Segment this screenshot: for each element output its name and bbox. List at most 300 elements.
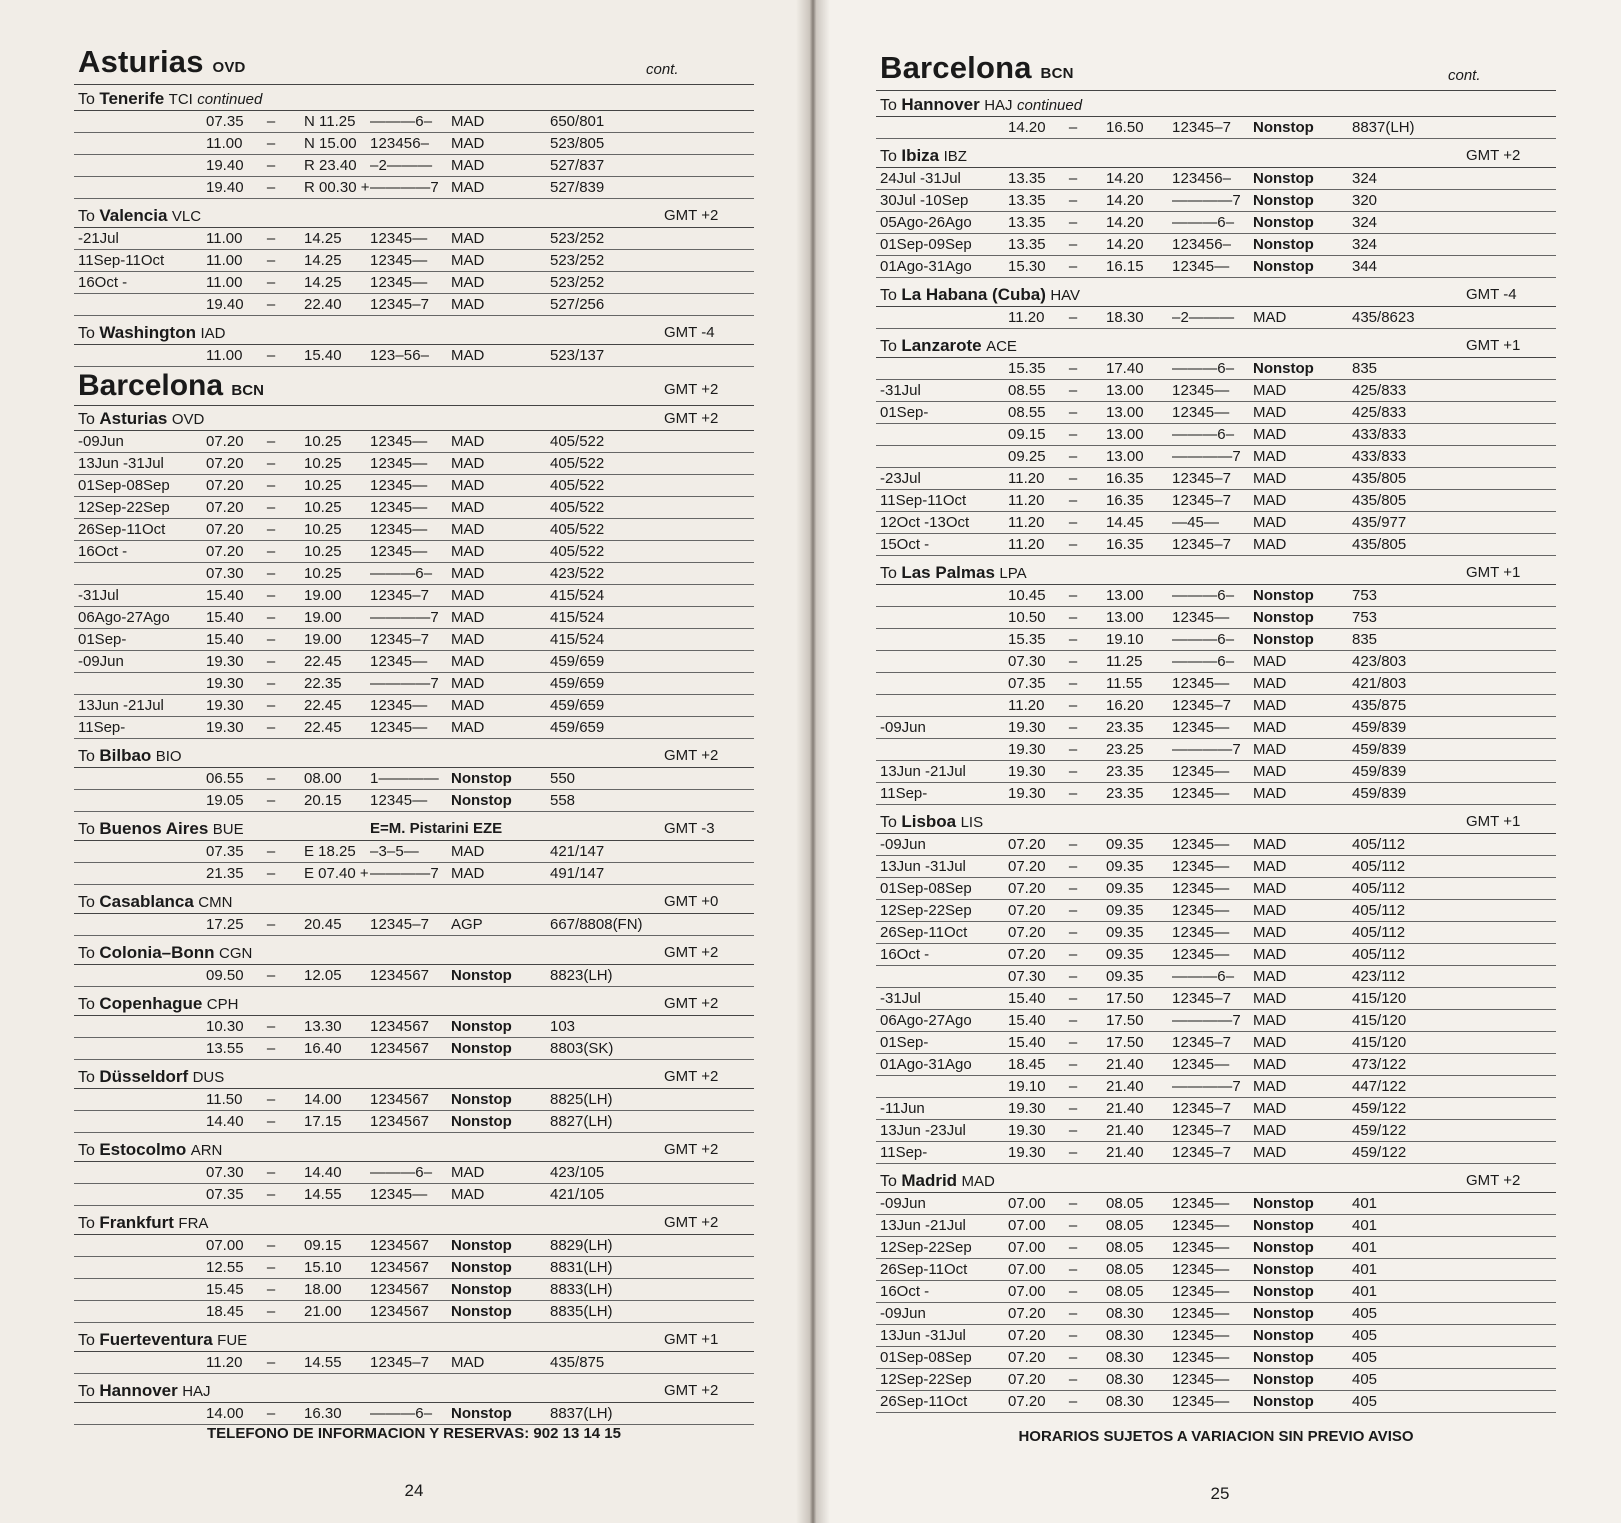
arrival-time: 10.25 <box>304 565 342 582</box>
route-via: Nonstop <box>1253 119 1314 136</box>
departure-time: 11.00 <box>206 135 243 152</box>
arrival-time: 13.30 <box>304 1018 342 1035</box>
flight-number: 415/524 <box>550 587 605 604</box>
flight-number: 415/524 <box>550 609 605 626</box>
validity-period: 11Sep- <box>78 719 126 736</box>
departure-time: 07.20 <box>206 455 244 472</box>
operating-days: 12345— <box>1172 880 1230 897</box>
flight-number: 405/522 <box>550 521 605 538</box>
operating-days: ————7 <box>370 675 439 692</box>
arrival-time: 14.25 <box>304 230 342 247</box>
table-row <box>876 1325 1556 1347</box>
flight-number: 421/803 <box>1352 675 1407 692</box>
table-row <box>876 1215 1556 1237</box>
validity-period: 12Oct -13Oct <box>880 514 970 531</box>
destination-label: To Ibiza IBZ <box>880 146 967 165</box>
destination-code: CPH <box>206 996 239 1013</box>
arrival-time: 08.05 <box>1106 1195 1144 1212</box>
table-row <box>876 534 1556 556</box>
destination-code: HAV <box>1050 287 1081 304</box>
time-separator: – <box>1068 902 1078 919</box>
table-row <box>74 563 754 585</box>
time-separator: – <box>1068 448 1078 465</box>
route-via: Nonstop <box>1253 170 1314 187</box>
operating-days: 12345— <box>1172 1217 1230 1234</box>
arrival-time: 19.00 <box>304 631 342 648</box>
validity-period: -23Jul <box>880 470 921 487</box>
destination-heading <box>74 1137 754 1162</box>
operating-days: 12345— <box>1172 1239 1230 1256</box>
departure-time: 10.45 <box>1008 587 1046 604</box>
right-timetable <box>876 50 1556 1417</box>
route-via: Nonstop <box>1253 1261 1314 1278</box>
flight-number: 527/256 <box>550 296 605 313</box>
table-row <box>876 695 1556 717</box>
time-separator: – <box>266 770 276 787</box>
destination-name: Düsseldorf <box>99 1067 189 1086</box>
table-row <box>876 446 1556 468</box>
flight-number: 433/833 <box>1352 448 1407 465</box>
arrival-time: 23.35 <box>1106 763 1144 780</box>
table-row <box>876 424 1556 446</box>
route-via: MAD <box>1253 426 1287 443</box>
flight-number: 8829(LH) <box>550 1237 613 1254</box>
time-separator: – <box>266 455 276 472</box>
flight-number: 405 <box>1352 1393 1378 1410</box>
flight-number: 459/659 <box>550 675 605 692</box>
route-via: MAD <box>1253 514 1287 531</box>
destination-gmt: GMT +1 <box>664 1331 719 1348</box>
flight-number: 8837(LH) <box>1352 119 1415 136</box>
arrival-time: 21.40 <box>1106 1122 1144 1139</box>
route-via: Nonstop <box>451 1113 512 1130</box>
departure-time: 18.45 <box>1008 1056 1046 1073</box>
departure-time: 07.20 <box>1008 902 1046 919</box>
destination-heading <box>876 143 1556 168</box>
validity-period: 26Sep-11Oct <box>880 1393 968 1410</box>
arrival-time: 16.15 <box>1106 258 1144 275</box>
operating-days: 12345— <box>1172 1261 1230 1278</box>
departure-time: 06.55 <box>206 770 244 787</box>
arrival-time: R 00.30 + <box>304 179 370 196</box>
table-row <box>876 834 1556 856</box>
time-separator: – <box>266 1113 276 1130</box>
destination-label: To Estocolmo ARN <box>78 1140 223 1159</box>
operating-days: 12345— <box>1172 1327 1230 1344</box>
time-separator: – <box>266 157 276 174</box>
arrival-time: 22.35 <box>304 675 342 692</box>
route-via: MAD <box>451 179 485 196</box>
route-via: MAD <box>1253 990 1287 1007</box>
departure-time: 11.20 <box>1008 536 1045 553</box>
operating-days: 12345— <box>1172 902 1230 919</box>
arrival-time: 13.00 <box>1106 382 1144 399</box>
route-via: Nonstop <box>1253 214 1314 231</box>
flight-number: 405/522 <box>550 477 605 494</box>
destination-gmt: GMT +1 <box>1466 813 1521 830</box>
arrival-time: 23.25 <box>1106 741 1144 758</box>
arrival-time: 16.35 <box>1106 536 1144 553</box>
operating-days: 12345— <box>1172 258 1230 275</box>
arrival-time: 09.15 <box>304 1237 342 1254</box>
departure-time: 19.30 <box>1008 719 1046 736</box>
table-row <box>876 856 1556 878</box>
route-via: MAD <box>1253 1100 1287 1117</box>
operating-days: 12345— <box>1172 719 1230 736</box>
route-via: Nonstop <box>451 1018 512 1035</box>
departure-time: 07.00 <box>1008 1261 1046 1278</box>
validity-period: -09Jun <box>880 836 926 853</box>
departure-time: 15.40 <box>206 609 244 626</box>
departure-time: 14.40 <box>206 1113 244 1130</box>
arrival-time: 13.00 <box>1106 448 1144 465</box>
operating-days: 12345— <box>1172 1393 1230 1410</box>
flight-number: 435/805 <box>1352 470 1407 487</box>
destination-name: Tenerife <box>99 89 165 108</box>
operating-days: ———6– <box>370 565 433 582</box>
time-separator: – <box>1068 192 1078 209</box>
time-separator: – <box>1068 470 1078 487</box>
flight-number: 415/120 <box>1352 1012 1407 1029</box>
flight-number: 459/839 <box>1352 785 1407 802</box>
time-separator: – <box>1068 1239 1078 1256</box>
validity-period: 26Sep-11Oct <box>78 521 166 538</box>
operating-days: 12345— <box>1172 1371 1230 1388</box>
title-name <box>78 44 246 80</box>
operating-days: ———6– <box>370 1164 433 1181</box>
route-via: MAD <box>451 609 485 626</box>
flight-number: 527/839 <box>550 179 605 196</box>
origin-heading <box>74 371 754 406</box>
destination-code: IAD <box>200 325 226 342</box>
flight-number: 835 <box>1352 360 1378 377</box>
time-separator: – <box>1068 763 1078 780</box>
operating-days: ———6– <box>1172 653 1235 670</box>
flight-number: 8823(LH) <box>550 967 613 984</box>
validity-period: -11Jun <box>880 1100 925 1117</box>
time-separator: – <box>1068 360 1078 377</box>
departure-time: 19.30 <box>206 675 244 692</box>
destination-code: IBZ <box>943 148 967 165</box>
arrival-time: 19.10 <box>1106 631 1144 648</box>
departure-time: 18.45 <box>206 1303 244 1320</box>
validity-period: 01Sep-09Sep <box>880 236 972 253</box>
time-separator: – <box>1068 741 1078 758</box>
validity-period: 11Sep-11Oct <box>880 492 967 509</box>
page-title <box>876 50 1556 91</box>
route-via: Nonstop <box>1253 1327 1314 1344</box>
time-separator: – <box>266 843 276 860</box>
time-separator: – <box>266 675 276 692</box>
time-separator: – <box>1068 880 1078 897</box>
departure-time: 08.55 <box>1008 404 1046 421</box>
arrival-time: R 23.40 <box>304 157 357 174</box>
arrival-time: N 11.25 <box>304 113 356 130</box>
destination-name: Buenos Aires <box>99 819 209 838</box>
destination-label: To Madrid MAD <box>880 1171 995 1190</box>
destination-heading <box>74 816 754 841</box>
validity-period: 13Jun -21Jul <box>78 697 164 714</box>
flight-number: 435/8623 <box>1352 309 1415 326</box>
flight-number: 324 <box>1352 214 1378 231</box>
time-separator: – <box>266 1259 276 1276</box>
table-row <box>876 117 1556 139</box>
destination-gmt: GMT -4 <box>664 324 715 341</box>
table-row <box>876 1347 1556 1369</box>
table-row <box>74 1403 754 1425</box>
route-via: MAD <box>1253 697 1287 714</box>
time-separator: – <box>266 296 276 313</box>
route-via: Nonstop <box>1253 192 1314 209</box>
departure-time: 07.00 <box>1008 1239 1046 1256</box>
arrival-time: 16.35 <box>1106 470 1144 487</box>
departure-time: 07.20 <box>1008 1371 1046 1388</box>
departure-time: 19.30 <box>206 653 244 670</box>
operating-days: 1234567 <box>370 1303 430 1320</box>
time-separator: – <box>266 792 276 809</box>
destination-gmt: GMT +2 <box>664 207 719 224</box>
time-separator: – <box>1068 1122 1078 1139</box>
arrival-time: 08.05 <box>1106 1239 1144 1256</box>
destination-name: Copenhague <box>99 994 203 1013</box>
arrival-time: 16.30 <box>304 1405 342 1422</box>
continued-label: continued <box>1017 97 1083 114</box>
departure-time: 07.00 <box>206 1237 244 1254</box>
table-row <box>74 155 754 177</box>
route-via: MAD <box>451 296 485 313</box>
arrival-time: 13.00 <box>1106 587 1144 604</box>
route-via: AGP <box>451 916 483 933</box>
destination-name: Casablanca <box>99 892 194 911</box>
flight-number: 103 <box>550 1018 576 1035</box>
table-row <box>74 272 754 294</box>
table-row <box>876 402 1556 424</box>
flight-number: 421/147 <box>550 843 605 860</box>
departure-time: 13.35 <box>1008 170 1046 187</box>
departure-time: 07.20 <box>206 433 244 450</box>
departure-time: 15.40 <box>206 587 244 604</box>
time-separator: – <box>1068 170 1078 187</box>
table-row <box>74 431 754 453</box>
departure-time: 07.20 <box>1008 1393 1046 1410</box>
route-via: Nonstop <box>1253 587 1314 604</box>
arrival-time: 09.35 <box>1106 858 1144 875</box>
flight-number: 415/120 <box>1352 1034 1407 1051</box>
destination-gmt: GMT +2 <box>664 410 719 427</box>
table-row <box>74 497 754 519</box>
validity-period: 11Sep- <box>880 785 928 802</box>
flight-number: 473/122 <box>1352 1056 1407 1073</box>
destination-code: DUS <box>192 1069 225 1086</box>
table-row <box>876 468 1556 490</box>
destination-label: To Casablanca CMN <box>78 892 233 911</box>
departure-time: 19.30 <box>1008 1100 1046 1117</box>
route-via: Nonstop <box>1253 1195 1314 1212</box>
destination-name: Hannover <box>99 1381 178 1400</box>
route-via: MAD <box>451 587 485 604</box>
table-row <box>876 512 1556 534</box>
title-cont: cont. <box>646 61 679 78</box>
destination-name: Las Palmas <box>901 563 995 582</box>
time-separator: – <box>1068 858 1078 875</box>
operating-days: 12345— <box>370 1186 428 1203</box>
departure-time: 08.55 <box>1008 382 1046 399</box>
table-row <box>74 519 754 541</box>
destination-heading <box>876 1168 1556 1193</box>
destination-gmt: GMT -4 <box>1466 286 1517 303</box>
right-footer: HORARIOS SUJETOS A VARIACION SIN PREVIO AVISO <box>1018 1428 1414 1445</box>
validity-period: -31Jul <box>880 382 921 399</box>
route-via: MAD <box>451 1164 485 1181</box>
operating-days: 12345— <box>370 792 428 809</box>
flight-number: 753 <box>1352 587 1378 604</box>
arrival-time: 23.35 <box>1106 785 1144 802</box>
departure-time: 15.40 <box>1008 1034 1046 1051</box>
departure-time: 07.20 <box>1008 880 1046 897</box>
arrival-time: 18.30 <box>1106 309 1144 326</box>
time-separator: – <box>1068 631 1078 648</box>
table-row <box>876 585 1556 607</box>
operating-days: ———6– <box>370 1405 433 1422</box>
departure-time: 09.15 <box>1008 426 1046 443</box>
operating-days: ———6– <box>1172 631 1235 648</box>
departure-time: 19.30 <box>1008 763 1046 780</box>
route-via: Nonstop <box>451 1091 512 1108</box>
flight-number: 405/522 <box>550 543 605 560</box>
table-row <box>876 380 1556 402</box>
arrival-time: 11.25 <box>1106 653 1143 670</box>
operating-days: 12345— <box>1172 946 1230 963</box>
route-via: MAD <box>1253 675 1287 692</box>
flight-number: 401 <box>1352 1195 1378 1212</box>
arrival-time: E 07.40 + <box>304 865 369 882</box>
table-row <box>876 307 1556 329</box>
validity-period: 11Sep- <box>880 1144 928 1161</box>
destination-heading <box>876 92 1556 117</box>
flight-number: 324 <box>1352 236 1378 253</box>
operating-days: ———6– <box>1172 426 1235 443</box>
operating-days: –2——— <box>370 157 433 174</box>
arrival-time: 17.40 <box>1106 360 1144 377</box>
time-separator: – <box>266 1354 276 1371</box>
route-via: MAD <box>1253 1056 1287 1073</box>
route-via: MAD <box>1253 536 1287 553</box>
departure-time: 07.20 <box>206 543 244 560</box>
route-via: MAD <box>1253 470 1287 487</box>
destination-label: To Colonia–Bonn CGN <box>78 943 253 962</box>
arrival-time: 16.40 <box>304 1040 342 1057</box>
time-separator: – <box>266 609 276 626</box>
time-separator: – <box>1068 404 1078 421</box>
departure-time: 15.40 <box>206 631 244 648</box>
origin-name <box>78 369 264 403</box>
arrival-time: 10.25 <box>304 433 342 450</box>
departure-time: 12.55 <box>206 1259 244 1276</box>
flight-number: 405 <box>1352 1305 1378 1322</box>
arrival-time: 14.25 <box>304 274 342 291</box>
flight-number: 423/105 <box>550 1164 605 1181</box>
flight-number: 459/839 <box>1352 741 1407 758</box>
table-row <box>74 629 754 651</box>
destination-code: OVD <box>171 411 205 428</box>
time-separator: – <box>266 967 276 984</box>
validity-period: 16Oct - <box>880 946 930 963</box>
destination-heading <box>876 560 1556 585</box>
left-timetable <box>74 44 754 1429</box>
route-via: Nonstop <box>1253 360 1314 377</box>
destination-code: CMN <box>198 894 233 911</box>
destination-label: To Fuerteventura FUE <box>78 1330 248 1349</box>
flight-number: 8833(LH) <box>550 1281 613 1298</box>
time-separator: – <box>1068 236 1078 253</box>
destination-name: Madrid <box>901 1171 958 1190</box>
arrival-time: 08.30 <box>1106 1349 1144 1366</box>
time-separator: – <box>266 1018 276 1035</box>
destination-name: Estocolmo <box>99 1140 187 1159</box>
operating-days: 12345–7 <box>1172 492 1232 509</box>
operating-days: 1234567 <box>370 1259 430 1276</box>
route-via: Nonstop <box>1253 1217 1314 1234</box>
operating-days: 12345–7 <box>1172 1100 1232 1117</box>
flight-number: 405/112 <box>1352 902 1406 919</box>
departure-time: 13.35 <box>1008 192 1046 209</box>
destination-label: To Düsseldorf DUS <box>78 1067 225 1086</box>
left-page-number: 24 <box>404 1481 424 1500</box>
departure-time: 15.40 <box>1008 1012 1046 1029</box>
flight-number: 753 <box>1352 609 1378 626</box>
flight-number: 425/833 <box>1352 404 1407 421</box>
time-separator: – <box>1068 609 1078 626</box>
operating-days: 12345— <box>370 477 428 494</box>
destination-name: Asturias <box>99 409 168 428</box>
destination-label: To Tenerife TCI continued <box>78 89 263 108</box>
validity-period: 12Sep-22Sep <box>78 499 170 516</box>
destination-gmt: GMT +2 <box>664 1382 719 1399</box>
route-via: MAD <box>451 157 485 174</box>
flight-number: 401 <box>1352 1283 1378 1300</box>
departure-time: 07.00 <box>1008 1195 1046 1212</box>
operating-days: 12345— <box>1172 836 1230 853</box>
validity-period: 13Jun -21Jul <box>880 763 966 780</box>
time-separator: – <box>1068 697 1078 714</box>
flight-number: 8831(LH) <box>550 1259 613 1276</box>
time-separator: – <box>1068 1034 1078 1051</box>
arrival-time: 21.40 <box>1106 1100 1144 1117</box>
destination-heading <box>74 1327 754 1352</box>
route-via: MAD <box>451 719 485 736</box>
flight-number: 405 <box>1352 1327 1378 1344</box>
route-via: Nonstop <box>451 1040 512 1057</box>
table-row <box>74 1279 754 1301</box>
operating-days: 12345— <box>1172 1056 1230 1073</box>
arrival-time: 11.55 <box>1106 675 1143 692</box>
arrival-time: 17.15 <box>304 1113 342 1130</box>
destination-gmt: GMT +2 <box>1466 1172 1521 1189</box>
departure-time: 07.20 <box>1008 1349 1046 1366</box>
arrival-time: 09.35 <box>1106 946 1144 963</box>
table-row <box>876 1120 1556 1142</box>
time-separator: – <box>1068 309 1078 326</box>
departure-time: 07.30 <box>1008 968 1046 985</box>
time-separator: – <box>266 477 276 494</box>
arrival-time: 13.00 <box>1106 404 1144 421</box>
operating-days: 123456– <box>1172 170 1232 187</box>
operating-days: 12345— <box>1172 785 1230 802</box>
departure-time: 19.40 <box>206 179 244 196</box>
flight-number: 8837(LH) <box>550 1405 613 1422</box>
arrival-time: 14.40 <box>304 1164 342 1181</box>
arrival-time: 16.20 <box>1106 697 1144 714</box>
